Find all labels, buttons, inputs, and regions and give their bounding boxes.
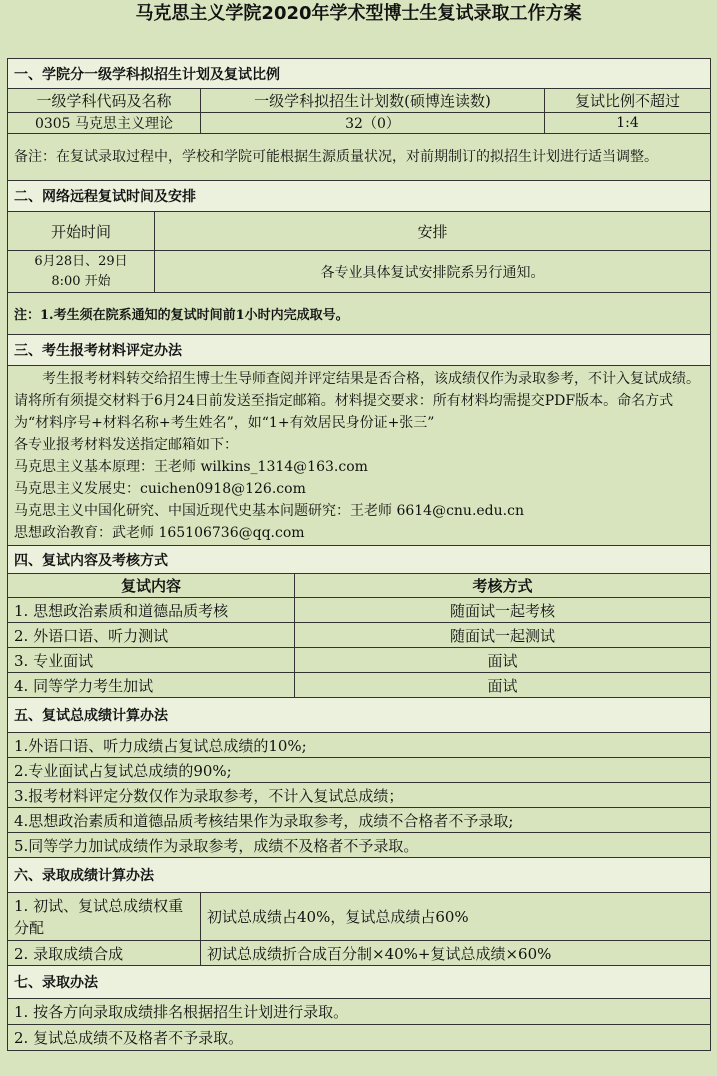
s6-row-label: 2. 录取成绩合成: [8, 941, 201, 966]
s5-item: 4.思想政治素质和道德品质考核结果作为录取参考，成绩不合格者不予录取;: [8, 808, 711, 833]
s4-row-method: 随面试一起测试: [295, 623, 711, 648]
s5-item: 1.外语口语、听力成绩占复试总成绩的10%;: [8, 733, 711, 758]
s6-row-value: 初试总成绩折合成百分制×40%+复试总成绩×60%: [201, 941, 711, 966]
s1-ratio-cell: 1:4: [545, 113, 711, 134]
s1-plan-cell: 32（0）: [201, 113, 545, 134]
s2-time-line2: 8:00 开始: [51, 273, 111, 289]
section-6-heading: 六、录取成绩计算办法: [8, 858, 711, 893]
s4-col-method-header: 考核方式: [295, 574, 711, 598]
s1-subject-cell: 0305 马克思主义理论: [8, 113, 201, 134]
section-5-heading: 五、复试总成绩计算办法: [8, 698, 711, 733]
section-2-heading: 二、网络远程复试时间及安排: [8, 181, 711, 212]
s3-body: [8, 366, 711, 546]
section-1-heading: 一、学院分一级学科拟招生计划及复试比例: [8, 59, 711, 89]
s4-row-content: 4. 同等学力考生加试: [8, 673, 295, 698]
s4-row-method: 面试: [295, 673, 711, 698]
s5-item: 3.报考材料评定分数仅作为录取参考，不计入复试总成绩；: [8, 783, 711, 808]
s3-mail-sinicization: 马克思主义中国化研究、中国近现代史基本问题研究：王老师 6614@cnu.edu.cn: [14, 502, 524, 519]
s5-item: 5.同等学力加试成绩作为录取参考，成绩不及格者不予录取。: [8, 833, 711, 858]
s6-row-label: 1. 初试、复试总成绩权重分配: [8, 893, 201, 941]
s1-col-code-header: 一级学科代码及名称: [8, 89, 201, 113]
s7-item: 2. 复试总成绩不及格者不予录取。: [8, 1025, 711, 1051]
s3-paragraph: 考生报考材料转交给招生博士生导师查阅并评定结果是否合格，该成绩仅作为录取参考，不计入复试成绩。请将所有须提交材料于6月24日前发送至指定邮箱。材料提交要求：所有材料均需提交PDF版本。命名方式为“材料序号+材料名称+考生姓名”，如“1+有效居民身份证+张三”: [14, 370, 700, 431]
s4-row-content: 3. 专业面试: [8, 648, 295, 673]
s2-col-arrangement-header: 安排: [155, 212, 711, 251]
s2-col-time-header: 开始时间: [8, 212, 155, 251]
page-title: 马克思主义学院2020年学术型博士生复试录取工作方案: [0, 0, 717, 44]
s4-row-content: 2. 外语口语、听力测试: [8, 623, 295, 648]
s6-row-value: 初试总成绩占40%，复试总成绩占60%: [201, 893, 711, 941]
section-3-heading: 三、考生报考材料评定办法: [8, 335, 711, 366]
s3-mail-intro: 各专业报考材料发送指定邮箱如下：: [14, 436, 238, 453]
plan-content: [7, 58, 710, 1051]
s1-col-plan-header: 一级学科拟招生计划数(硕博连读数): [201, 89, 545, 113]
plan-table: [7, 58, 711, 1051]
s3-mail-basic-principles: 马克思主义基本原理：王老师 wilkins_1314@163.com: [14, 458, 368, 475]
s4-row-method: 面试: [295, 648, 711, 673]
section-7-heading: 七、录取办法: [8, 966, 711, 999]
s1-note: 备注：在复试录取过程中，学校和学院可能根据生源质量状况，对前期制订的拟招生计划进行适当调整。: [8, 134, 711, 181]
s4-row-content: 1. 思想政治素质和道德品质考核: [8, 598, 295, 623]
s3-mail-political-education: 思想政治教育：武老师 165106736@qq.com: [14, 524, 305, 541]
s2-time-line1: 6月28日、29日: [34, 253, 128, 269]
section-4-heading: 四、复试内容及考核方式: [8, 546, 711, 574]
s3-mail-history: 马克思主义发展史：cuichen0918@126.com: [14, 480, 306, 497]
s1-col-ratio-header: 复试比例不超过: [545, 89, 711, 113]
s2-note: 注：1.考生须在院系通知的复试时间前1小时内完成取号。: [8, 293, 711, 335]
s5-item: 2.专业面试占复试总成绩的90%;: [8, 758, 711, 783]
s7-item: 1. 按各方向录取成绩排名根据招生计划进行录取。: [8, 999, 711, 1025]
s4-row-method: 随面试一起考核: [295, 598, 711, 623]
s2-arrangement-cell: 各专业具体复试安排院系另行通知。: [155, 251, 711, 293]
s2-time-cell: [8, 251, 155, 293]
s4-col-content-header: 复试内容: [8, 574, 295, 598]
